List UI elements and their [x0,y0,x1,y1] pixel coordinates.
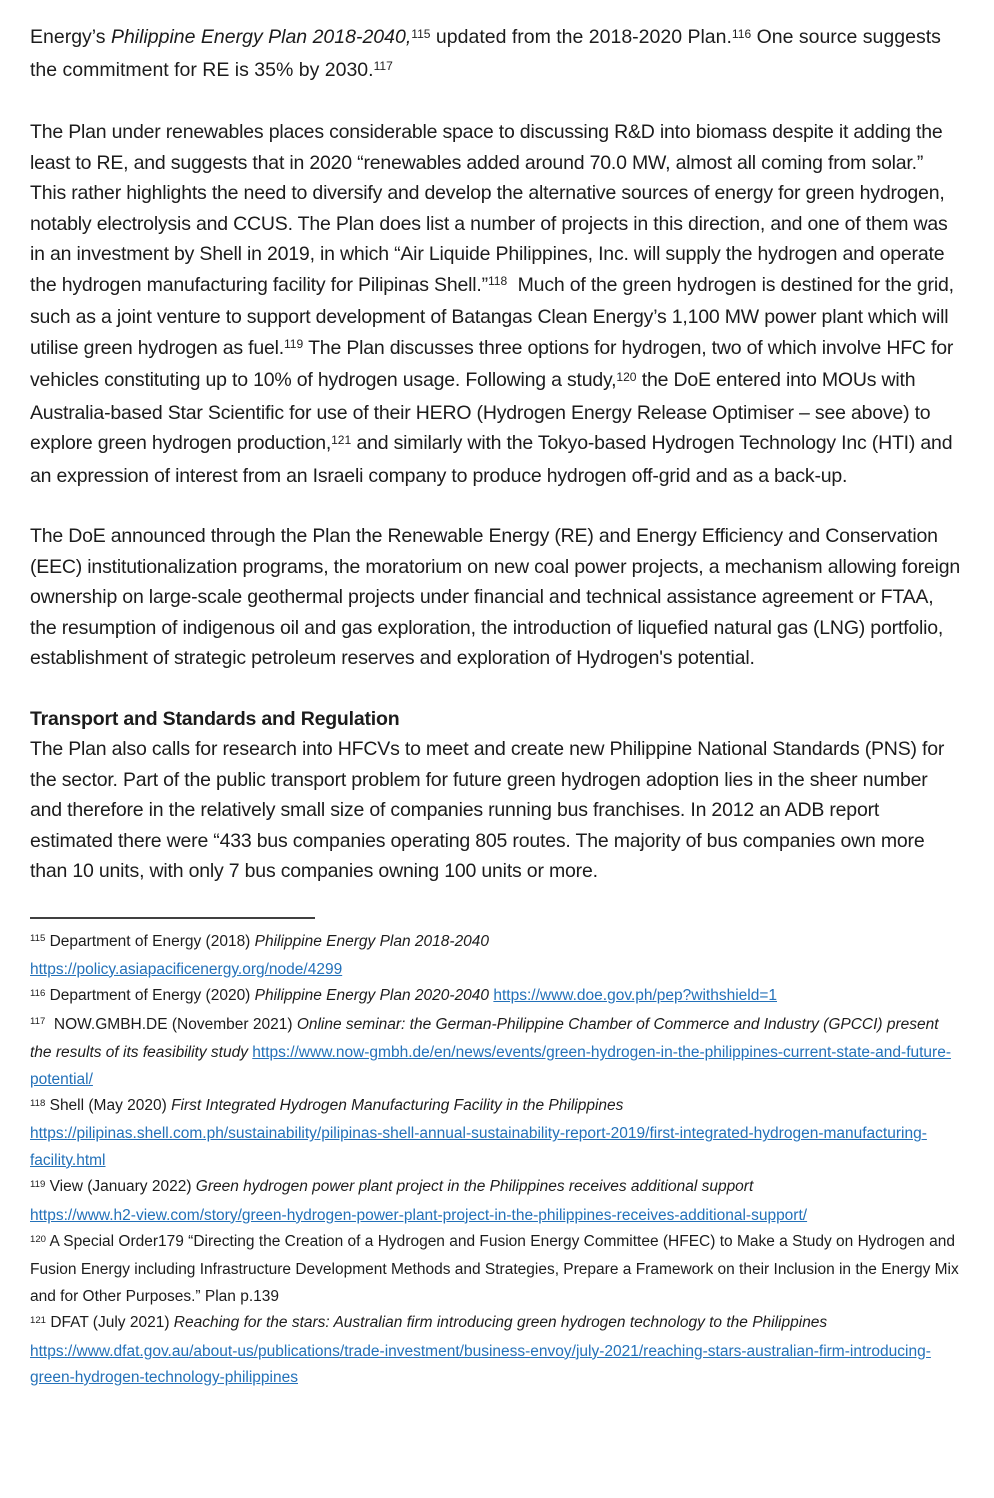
footnote-ref: 117 [373,59,393,74]
footnote-ref: 118 [487,274,508,289]
text-run: Online seminar: the German-Philippine Chamber of Commerce and Industry (GPCCI) present the results of its feasibility study [30,1015,943,1062]
text-run: updated from the 2018-2020 Plan. [430,26,732,48]
footnote-number: 116 [30,988,46,999]
footnote [30,1310,964,1391]
body-paragraph [30,117,964,491]
text-run: The Plan discusses three options for hydrogen, two of which involve HFC for vehicles constituting up to 10% of hydrogen usage. Following a study, [30,336,959,391]
text-run: The DoE announced through the Plan the Renewable Energy (RE) and Energy Efficiency and Conservation (EEC) institutionalization programs, the moratorium on new coal power projects, a mechanism allowing foreign ownership on large-scale geothermal projects under financial and technical assistance agreement or FTAA, the resumption of indigenous oil and gas exploration, the introduction of liquefied natural gas (LNG) portfolio, establishment of strategic petroleum reserves and exploration of Hydrogen's potential. [30,525,966,669]
footnote-separator [30,917,315,919]
text-run: The Plan under renewables places considerable space to discussing R&D into biomass despite it adding the least to RE, and suggests that in 2020 “renewables added around 70.0 MW, almost all coming from solar.” This rather highlights the need to diversify and develop the alternative sources of energy for green hydrogen, notably electrolysis and CCUS. The Plan does list a number of projects in this direction, and one of them was in an investment by Shell in 2019, in which “Air Liquide Philippines, Inc. will supply the hydrogen and operate the hydrogen manufacturing facility for Pilipinas Shell.” [30,121,953,296]
text-run: Shell (May 2020) [45,1096,172,1114]
hyperlink[interactable]: https://pilipinas.shell.com.ph/sustainability/pilipinas-shell-annual-sustainability-report-2019/first-integrated-hydrogen-manufacturing-facility.html [30,1125,927,1169]
footnote-ref: 116 [731,26,752,41]
footnote-ref: 119 [283,337,304,352]
footnote-number: 119 [30,1178,46,1190]
text-run: A Special Order179 “Directing the Creation of a Hydrogen and Fusion Energy Committee (HFEC) to Make a Study on Hydrogen and Fusion Energy including Infrastructure Development Methods and Strategies, Prepare a Framework on their Inclusion in the Energy Mix and for Other Purposes.” Plan p.139 [30,1232,964,1305]
footnote-number: 115 [30,933,46,945]
text-run: Reaching for the stars: Australian firm introducing green hydrogen technology to the Philippines [173,1314,828,1332]
footnote [30,983,964,1011]
footnote-ref: 115 [411,26,431,41]
text-run: The Plan also calls for research into HFCVs to meet and create new Philippine National Standards (PNS) for the sector. Part of the public transport problem for future green hydrogen adoption lies in the sheer number and therefore in the relatively small size of companies running bus franchises. In 2012 an ADB report estimated there were “433 bus companies operating 805 routes. The majority of bus companies own more than 10 units, with only 7 bus companies owning 100 units or more. [30,738,950,882]
footnote-list [30,929,964,1392]
text-run: Philippine Energy Plan 2018-2040 [254,932,490,950]
footnote [30,1174,964,1229]
footnote-number: 120 [30,1233,47,1245]
heading-text: Transport and Standards and Regulation [30,707,400,730]
text-run [827,1314,831,1331]
hyperlink[interactable]: https://www.now-gmbh.de/en/news/events/green-hydrogen-in-the-philippines-current-state-and-future-potential/ [30,1044,951,1088]
section-heading [30,704,964,735]
hyperlink[interactable]: https://www.doe.gov.ph/pep?withshield=1 [493,987,778,1005]
footnote-number: 118 [30,1097,46,1109]
text-run: the DoE entered into MOUs with Australia-based Star Scientific for use of their HERO (Hydrogen Energy Release Optimiser – see above) to explore green hydrogen production, [30,369,936,454]
text-run: View (January 2022) [45,1178,196,1196]
text-run: Philippine Energy Plan 2020-2040 [254,987,490,1005]
footnote-number: 117 [30,1016,46,1028]
text-run: Department of Energy (2018) [45,932,255,950]
footnote [30,1229,964,1310]
text-run: DFAT (July 2021) [46,1314,174,1332]
footnote-ref: 120 [616,369,637,384]
text-run: Green hydrogen power plant project in the Philippines receives additional support [195,1178,754,1196]
text-run: NOW.GMBH.DE (November 2021) [45,1015,297,1033]
text-run: One source suggests the commitment for RE is 35% by 2030. [30,26,947,81]
footnote-ref: 121 [331,432,352,447]
body-paragraph [30,521,964,674]
body-paragraph [30,734,964,887]
hyperlink[interactable]: https://www.h2-view.com/story/green-hydrogen-power-plant-project-in-the-philippines-receives-additional-support/ [30,1206,808,1224]
hyperlink[interactable]: https://policy.asiapacificenergy.org/node/4299 [30,960,343,978]
text-run: Philippine Energy Plan 2018-2040, [110,26,412,48]
body-paragraph [30,22,964,87]
footnote [30,1093,964,1174]
text-run: First Integrated Hydrogen Manufacturing Facility in the Philippines [171,1096,624,1114]
footnote [30,929,964,984]
footnotes-section [30,917,964,1392]
text-run: Much of the green hydrogen is destined for the grid, such as a joint venture to support development of Batangas Clean Energy’s 1,100 MW power plant which will utilise green hydrogen as fuel. [30,273,960,359]
text-run: Department of Energy (2020) [45,987,255,1005]
footnote-number: 121 [30,1314,47,1326]
document-body [30,22,964,887]
text-run: Energy’s [30,26,111,48]
footnote [30,1012,964,1093]
hyperlink[interactable]: https://www.dfat.gov.au/about-us/publications/trade-investment/business-envoy/july-2021/reaching-stars-australian-firm-introducing-green-hydrogen-technology-philippines [30,1342,931,1386]
text-run: and similarly with the Tokyo-based Hydrogen Technology Inc (HTI) and an expression of interest from an Israeli company to produce hydrogen off-grid and as a back-up. [30,432,958,487]
